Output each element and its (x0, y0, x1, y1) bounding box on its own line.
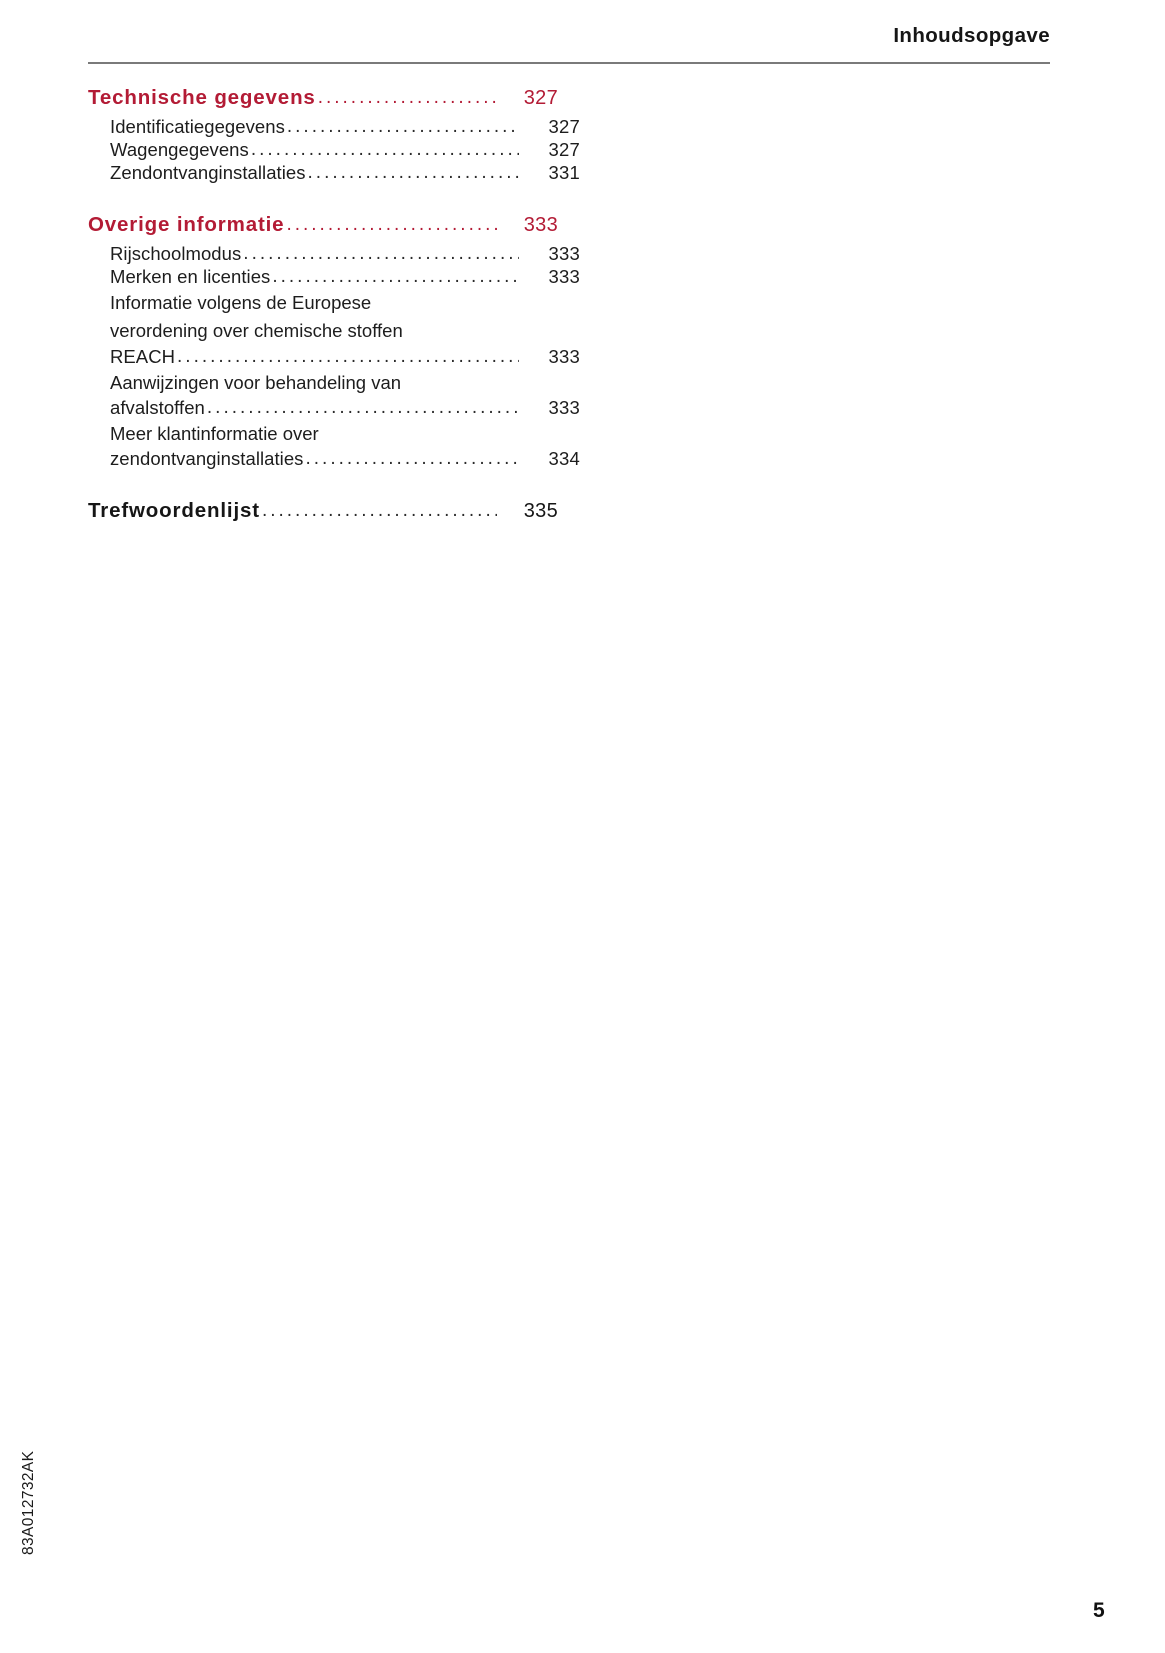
dot-leader (251, 140, 519, 159)
dot-leader (243, 244, 519, 263)
toc-section-page-number: 333 (523, 214, 558, 236)
toc-entry-row[interactable] (88, 139, 580, 161)
toc-entry-page-number: 327 (548, 139, 580, 160)
toc-entry-label: Zendontvanginstallaties (110, 162, 306, 183)
toc-section-heading-label: Technische gegevens (88, 86, 316, 109)
toc-entry-row[interactable] (88, 266, 580, 288)
toc-section (88, 213, 580, 470)
toc-entry-page-number: 331 (548, 162, 580, 183)
dot-leader (262, 501, 497, 520)
toc-section-heading-label: Overige informatie (88, 213, 285, 236)
toc-entry-page-number: 333 (548, 266, 580, 287)
toc-entry-page-number: 333 (548, 345, 580, 367)
toc-entry-label: Rijschoolmodus (110, 243, 242, 264)
dot-leader (318, 88, 497, 107)
toc-entry-row[interactable] (88, 162, 580, 184)
toc-section-page-number: 327 (523, 87, 558, 109)
toc-entry-row[interactable] (88, 346, 580, 368)
toc-entry-row[interactable] (88, 448, 580, 470)
toc-entry-label: REACH (110, 345, 176, 367)
toc-entry-line: Aanwijzingen voor behandeling van (110, 371, 402, 393)
dot-leader (287, 117, 519, 136)
toc-entry-label: zendontvanginstallaties (110, 448, 304, 470)
toc-section-page-number: 335 (523, 500, 558, 523)
toc-entry-line: Meer klantinformatie over (110, 422, 319, 444)
toc-entry-row[interactable] (88, 243, 580, 265)
dot-leader (177, 347, 519, 366)
page-header (88, 24, 1050, 48)
toc-section (88, 499, 558, 523)
toc-entry-line: Informatie volgens de Europese (110, 292, 372, 313)
toc-entry-page-number: 334 (548, 448, 580, 470)
dot-leader (272, 267, 519, 286)
toc-entry-label: Merken en licenties (110, 266, 271, 287)
toc-section-heading-row[interactable] (88, 213, 558, 237)
toc-entry-page-number: 333 (548, 243, 580, 264)
toc-entry-label: Wagengegevens (110, 139, 249, 160)
toc-section-heading-row[interactable] (88, 86, 558, 110)
toc-entry-label: Identificatiegegevens (110, 116, 285, 137)
table-of-contents (88, 86, 580, 529)
dot-leader (286, 215, 497, 234)
toc-section-heading-row[interactable] (88, 499, 558, 523)
dot-leader (207, 398, 519, 417)
toc-entry-page-number: 327 (548, 116, 580, 137)
dot-leader (305, 449, 519, 468)
toc-entry-page-number: 333 (548, 396, 580, 418)
toc-section-gap (88, 471, 558, 499)
header-title: Inhoudsopgave (893, 24, 1050, 47)
toc-entry-label: afvalstoffen (110, 396, 205, 418)
toc-entry-line: verordening over chemische stoffen (110, 320, 403, 342)
header-divider (88, 62, 1050, 64)
toc-section-heading-label: Trefwoordenlijst (88, 499, 260, 523)
toc-section (88, 86, 580, 184)
toc-section-gap (88, 185, 558, 213)
page-number: 5 (1093, 1599, 1105, 1622)
toc-entry-row[interactable] (88, 397, 580, 419)
dot-leader (308, 163, 519, 182)
document-code: 83A012732AK (20, 1450, 37, 1555)
toc-entry-row[interactable] (88, 116, 580, 138)
